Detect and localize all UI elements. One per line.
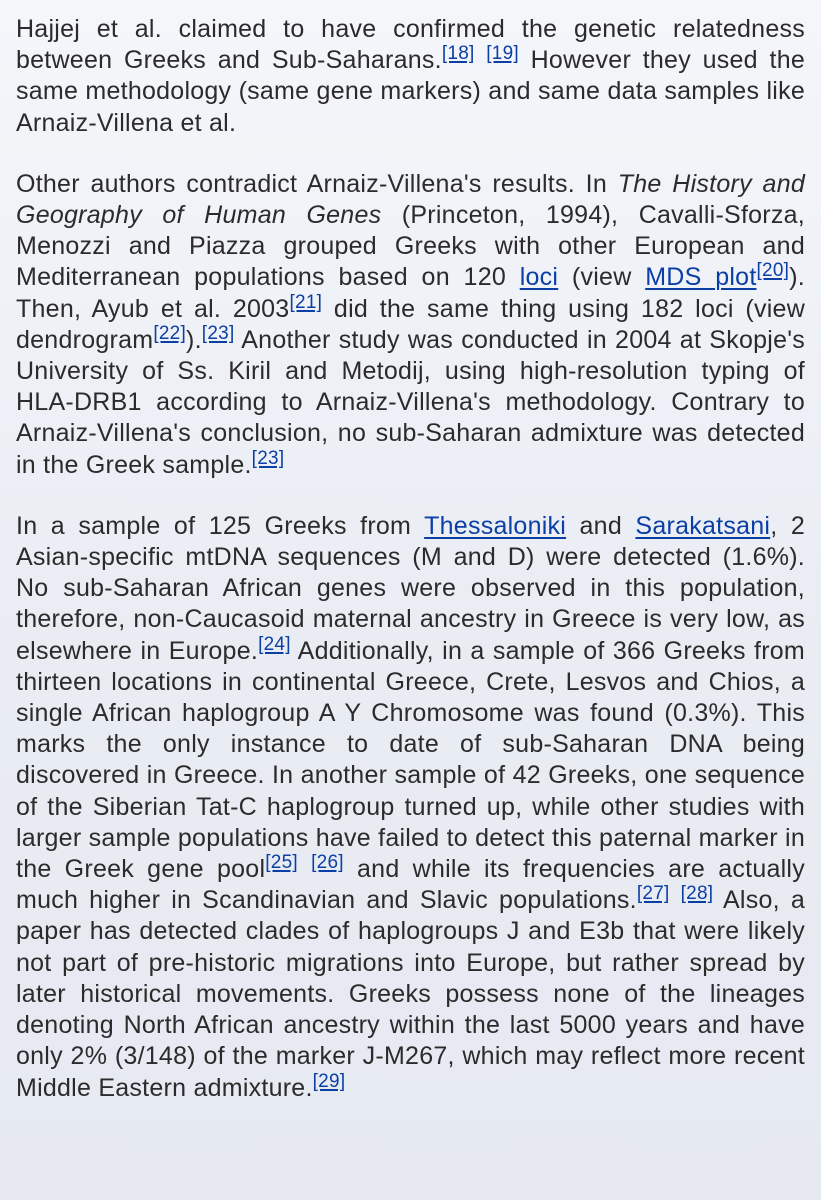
citation-19[interactable]: [486, 43, 519, 64]
paragraph-hajjej: [16, 14, 805, 139]
text: Additionally, in a sample of 366 Greeks from thirteen locations in continental Greece, Crete, Lesvos and Chios, a single African haplogroup A Y Chromosome was found (0.3%). This marks the only instance to date of sub-Saharan DNA being discovered in Greece. In another sample of 42 Greeks, one sequence of the Siberian Tat-C haplogroup turned up, while other studies with larger sample populations have failed to detect this paternal marker in the Greek gene pool: [16, 636, 806, 884]
citation-link[interactable]: [25]: [265, 852, 298, 874]
citation-23[interactable]: [252, 448, 285, 469]
text: Also, a paper has detected clades of haplogroups J and E3b that were likely not part of pre-historic migrations into Europe, but rather spread by later historical movements. Greeks possess none of the lineages denoting North African ancestry within the last 5000 years and have only 2% (3/148) of the marker J-M267, which may reflect more recent Middle Eastern admixture.: [16, 886, 805, 1102]
citation-18[interactable]: [442, 43, 475, 64]
thessaloniki-link[interactable]: Thessaloniki: [424, 511, 567, 540]
text: did the same thing using 182 loci (view dendrogram: [16, 294, 805, 354]
citation-29[interactable]: [313, 1071, 346, 1092]
book-title: The History and Geography of Human Genes: [16, 169, 805, 230]
citation-25[interactable]: [265, 852, 298, 873]
citation-link[interactable]: [18]: [441, 43, 475, 65]
citation-link[interactable]: [26]: [311, 852, 344, 874]
citation-link[interactable]: [23]: [201, 322, 235, 344]
sarakatsani-link[interactable]: Sarakatsani: [635, 511, 771, 540]
paragraph-sample: [16, 511, 805, 1104]
citation-20[interactable]: [757, 260, 790, 281]
citation-26[interactable]: [311, 852, 344, 873]
text: Another study was conducted in 2004 at Skopje's University of Ss. Kiril and Metodij, using high-resolution typing of HLA-DRB1 according to Arnaiz-Villena's methodology. Contrary to Arnaiz-Villena's conclusion, no sub-Saharan admixture was detected in the Greek sample.: [16, 325, 805, 479]
citation-23[interactable]: [202, 323, 235, 344]
citation-link[interactable]: [21]: [289, 291, 323, 313]
text: and while its frequencies are actually much higher in Scandinavian and Slavic populations.: [16, 855, 805, 915]
text: and: [566, 511, 636, 540]
mds-plot-link[interactable]: MDS plot: [645, 263, 757, 292]
citation-link[interactable]: [27]: [636, 883, 670, 905]
loci-link[interactable]: loci: [519, 263, 559, 292]
text: However they used the same methodology (same gene markers) and same data samples like Arnaiz-Villena et al.: [16, 46, 806, 137]
text: ).: [186, 325, 202, 354]
citation-28[interactable]: [681, 883, 714, 904]
citation-link[interactable]: [19]: [486, 43, 519, 65]
citation-link[interactable]: [22]: [153, 322, 187, 344]
text: (Princeton, 1994), Cavalli-Sforza, Menozzi and Piazza grouped Greeks with other European and Mediterranean populations based on 120: [16, 201, 805, 292]
citation-link[interactable]: [29]: [312, 1070, 346, 1092]
text: Hajjej et al. claimed to have confirmed the genetic relatedness between Greeks and Sub-Saharans.: [16, 15, 805, 75]
citation-link[interactable]: [24]: [258, 633, 291, 655]
citation-24[interactable]: [258, 634, 291, 655]
paragraph-contradict: [16, 169, 805, 481]
citation-link[interactable]: [20]: [756, 260, 790, 282]
citation-21[interactable]: [289, 292, 322, 313]
citation-link[interactable]: [28]: [680, 883, 714, 905]
text: ). Then, Ayub et al. 2003: [16, 263, 805, 323]
text: , 2 Asian-specific mtDNA sequences (M and D) were detected (1.6%). No sub-Saharan African genes were observed in this population, therefore, non-Caucasoid maternal ancestry in Greece is very low, as elsewhere in Europe.: [16, 511, 805, 665]
text: (view: [558, 263, 646, 292]
citation-27[interactable]: [637, 883, 670, 904]
text: In a sample of 125 Greeks from: [16, 511, 425, 540]
citation-22[interactable]: [153, 323, 186, 344]
article-body: [16, 14, 805, 1104]
text: Other authors contradict Arnaiz-Villena's results. In: [16, 169, 618, 198]
citation-link[interactable]: [23]: [251, 447, 285, 469]
